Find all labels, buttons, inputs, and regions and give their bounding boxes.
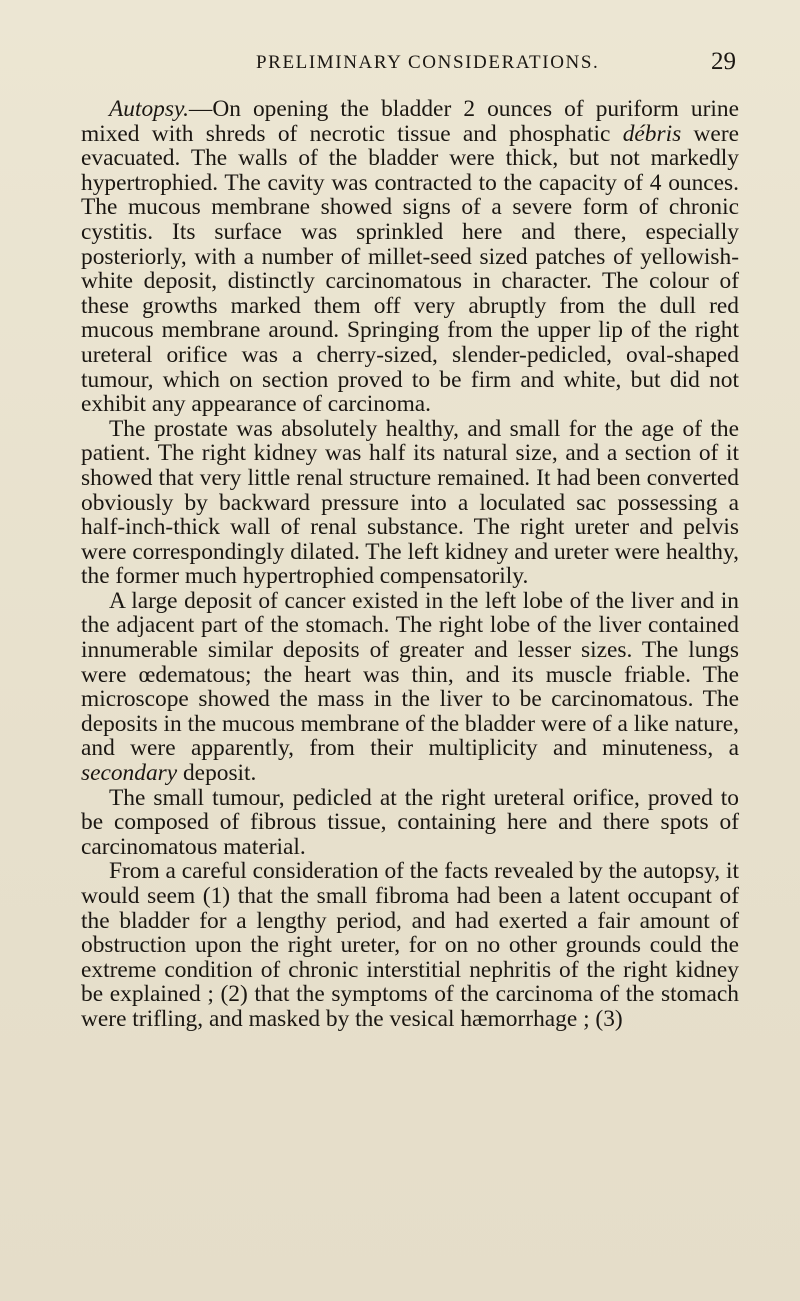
paragraph-text: deposit.: [177, 760, 257, 787]
paragraph-text: —On opening the bladder 2 ounces of puriform urine mixed with shreds of necrotic tissue and phosphatic: [81, 96, 739, 147]
paragraph-consideration: From a careful consideration of the facts revealed by the autopsy, it would seem (1) that the small fibroma had been a latent occupant of the bladder for a lengthy period, and had exerted a fair amount of obstruction upon the right ureter, for on no other grounds could the extreme condition of chronic interstitial nephritis of the right kidney be explained ; (2) that the symptoms of the carcinoma of the stomach were trifling, and masked by the vesical hæmorrhage ; (3): [81, 858, 739, 1032]
italic-term: secondary: [81, 760, 178, 787]
paragraph-prostate-kidney: The prostate was absolutely healthy, and small for the age of the patient. The right kidney was half its natural size, and a section of it showed that very little renal structure remained. It had been converted obviously by backward pressure into a loculated sac possessing a half-inch-thick wall of renal substance. The right ureter and pelvis were correspondingly dilated. The left kidney and ureter were healthy, the former much hypertrophied compensatorily.: [81, 415, 739, 590]
paragraph-autopsy: [81, 97, 739, 417]
page-number: 29: [711, 48, 736, 75]
body-text: [81, 97, 739, 1032]
paragraph-text: A large deposit of cancer existed in the left lobe of the liver and in the adjacent part of the stomach. The right lobe of the liver contained innumerable similar deposits of greater and lesser sizes. The lungs were œdematous; the heart was thin, and its muscle friable. The microscope showed the mass in the liver to be carcinomatous. The deposits in the mucous membrane of the bladder were of a like nature, and were apparently, from their multiplicity and minuteness, a: [81, 587, 739, 762]
running-head: [80, 48, 736, 78]
running-title: PRELIMINARY CONSIDERATIONS.: [256, 52, 600, 73]
paragraph-text: were evacuated. The walls of the bladder were thick, but not markedly hypertrophied. The cavity was contracted to the capacity of 4 ounces. The mucous membrane showed signs of a severe form of chronic cystitis. Its surface was sprinkled here and there, especially posteriorly, with a number of millet-seed sized patches of yellowish-white deposit, distinctly carcinomatous in character. The colour of these growths marked them off very abruptly from the dull red mucous membrane around. Springing from the upper lip of the right ureteral orifice was a cherry-sized, slender-pedicled, oval-shaped tumour, which on section proved to be firm and white, but did not exhibit any appearance of carcinoma.: [81, 120, 739, 418]
paragraph-small-tumour: The small tumour, pedicled at the right ureteral orifice, proved to be composed of fibrous tissue, containing here and there spots of carcinomatous material.: [81, 784, 739, 860]
paragraph-liver-deposit: [81, 589, 739, 786]
autopsy-heading: Autopsy.: [109, 96, 189, 122]
italic-term: débris: [622, 120, 682, 147]
